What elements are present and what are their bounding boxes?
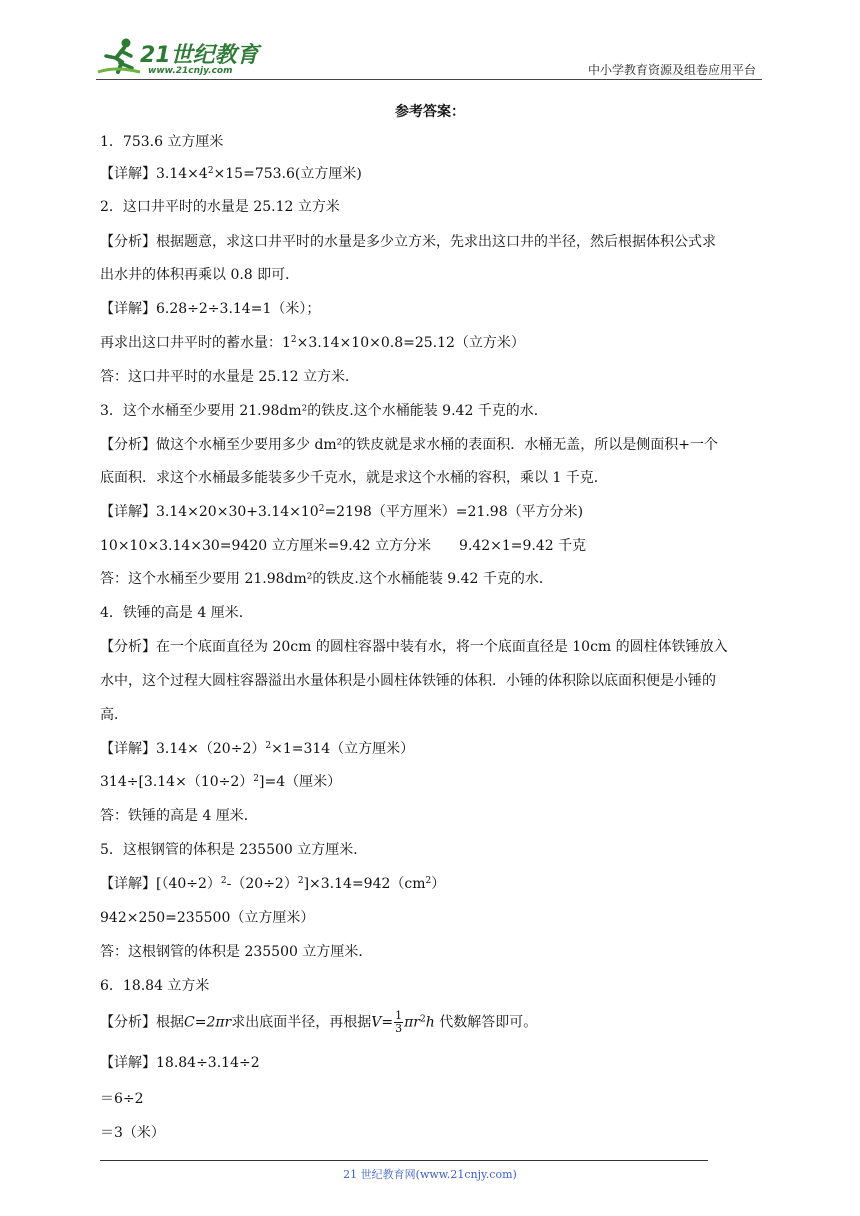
q4-analysis-3: 高． [100,707,128,723]
q6-answer: 6．18.84 立方米 [100,978,210,994]
q4-analysis-1: 【分析】在一个底面直径为 20cm 的圆柱容器中装有水，将一个底面直径是 10cm 的圆柱体铁锤放入 [100,639,728,655]
header-divider [96,79,762,80]
q4-analysis-2: 水中，这个过程大圆柱容器溢出水量体积是小圆柱体铁锤的体积．小锤的体积除以底面积便是小锤的 [100,673,716,689]
q3-reply: 答：这个水桶至少要用 21.98dm²的铁皮.这个水桶能装 9.42 千克的水． [100,571,553,587]
q6-detail-1: 【详解】18.84÷3.14÷2 [100,1055,260,1071]
site-logo[interactable] [96,36,266,78]
runner-logo-icon [96,36,142,78]
q4-detail-1: 【详解】$3.14\times(20\div 2)^2\times 1=314$（立方厘米） [100,741,415,757]
q5-detail-2: 942×250=235500（立方厘米） [100,910,315,926]
q6-detail-2: ＝6÷2 [100,1091,144,1107]
q2-answer: 2．这口井平时的水量是 25.12 立方米 [100,199,340,215]
one-third-fraction: $\frac{1}{3}$ [395,1009,403,1035]
q4-reply: 答：铁锤的高是 4 厘米． [100,808,258,824]
logo-url: www.21cnjy.com [148,66,233,76]
q2-analysis-2: 出水井的体积再乘以 0.8 即可． [100,267,300,283]
q5-reply: 答：这根钢管的体积是 235500 立方厘米． [100,944,373,960]
q6-detail-3: ＝3（米） [100,1125,165,1141]
logo-text: 21世纪教育 [140,43,259,68]
q3-analysis-2: 底面积．求这个水桶最多能装多少千克水，就是求这个水桶的容积，乘以 1 千克． [100,470,608,486]
q6-analysis: 【分析】根据C=2πr求出底面半径，再根据V= $\frac{1}{3}$ $\pi r^2h$ 代数解答即可。 [100,1009,538,1035]
footer-divider [100,1160,708,1161]
q4-answer: 4．铁锤的高是 4 厘米． [100,605,253,621]
q3-analysis-1: 【分析】做这个水桶至少要用多少 dm²的铁皮就是求水桶的表面积．水桶无盖，所以是侧面积+一个 [100,437,719,453]
q2-reply: 答：这口井平时的水量是 25.12 立方米． [100,369,359,385]
q1-detail: 【详解】$3.14\times 4^2\times 15=753.6$(立方厘米) [100,166,362,182]
circumference-formula: C=2πr [184,1014,232,1031]
q3-detail-1: 【详解】$3.14\times 20\times 30+3.14\times 10^2=2198$（平方厘米）=21.98（平方分米) [100,504,584,520]
q1-answer: 1．753.6 立方厘米 [100,134,224,150]
volume-formula-lhs: V= [371,1014,394,1031]
q4-detail-2: $314\div[3.14\times(10\div 2)^2]=4$（厘米） [100,774,342,790]
q5-detail-1: 【详解】$[(40\div 2)^2-(20\div 2)^2]\times 3.14=942(cm^2)$ [100,876,446,892]
q2-analysis-1: 【分析】根据题意，求这口井平时的水量是多少立方米，先求出这口井的半径，然后根据体积公式求 [100,234,716,250]
q2-detail-1: 【详解】6.28÷2÷3.14=1（米）； [100,301,321,317]
q3-answer: 3．这个水桶至少要用 21.98dm²的铁皮.这个水桶能装 9.42 千克的水． [100,403,548,419]
q3-detail-2: 10×10×3.14×30=9420 立方厘米=9.42 立方分米 9.42×1=9.42 千克 [100,538,587,554]
q2-detail-2: 再求出这口井平时的蓄水量：$1^2\times 3.14\times 10\times 0.8=25.12$（立方米） [100,335,525,351]
page-title: 参考答案： [395,104,465,120]
q5-answer: 5．这根钢管的体积是 235500 立方厘米． [100,842,368,858]
site-name: 中小学教育资源及组卷应用平台 [587,63,756,77]
footer-link[interactable]: 21 世纪教育网(www.21cnjy.com) [343,1168,517,1181]
